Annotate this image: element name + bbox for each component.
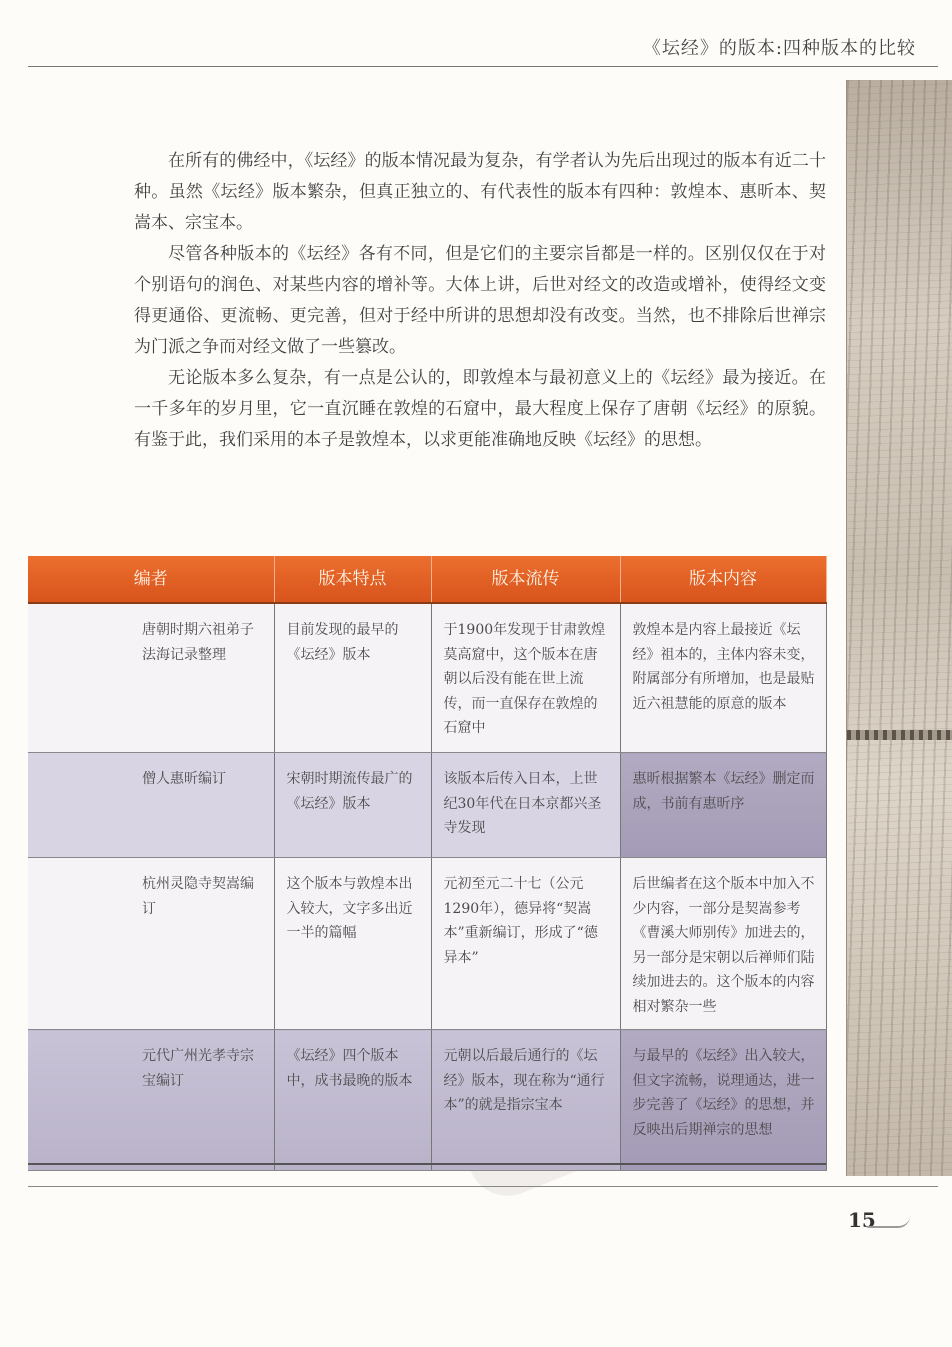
table-cell: 敦煌本是内容上最接近《坛经》祖本的，主体内容未变，附属部分有所增加，也是最贴近六祖慧能的原意的版本	[620, 603, 826, 753]
table-bottom-rule	[28, 1163, 826, 1165]
column-header: 版本内容	[620, 556, 826, 603]
paragraph: 在所有的佛经中，《坛经》的版本情况最为复杂，有学者认为先后出现过的版本有近二十种。虽然《坛经》版本繁杂，但真正独立的、有代表性的版本有四种：敦煌本、惠昕本、契嵩本、宗宝本。	[134, 151, 826, 233]
body-text	[134, 146, 826, 456]
table-cell: 唐朝时期六祖弟子法海记录整理	[28, 603, 274, 753]
version-comparison-table	[28, 556, 827, 1171]
table-row	[28, 1030, 826, 1171]
table-row	[28, 603, 826, 753]
illustration-band	[847, 730, 952, 740]
table-header-row	[28, 556, 826, 603]
table-cell: 于1900年发现于甘肃敦煌莫高窟中，这个版本在唐朝以后没有能在世上流传，而一直保存在敦煌的石窟中	[431, 603, 620, 753]
table-cell: 目前发现的最早的《坛经》版本	[274, 603, 431, 753]
table-row	[28, 753, 826, 858]
page-number: 15	[848, 1208, 876, 1232]
running-header: 《坛经》的版本:四种版本的比较	[642, 38, 916, 59]
table-cell: 与最早的《坛经》出入较大，但文字流畅，说理通达，进一步完善了《坛经》的思想，并反映出后期禅宗的思想	[620, 1030, 826, 1171]
column-header: 编者	[28, 556, 274, 603]
table-cell: 这个版本与敦煌本出入较大，文字多出近一半的篇幅	[274, 858, 431, 1030]
table-cell: 后世编者在这个版本中加入不少内容，一部分是契嵩参考《曹溪大师别传》加进去的，另一部分是宋朝以后禅师们陆续加进去的。这个版本的内容相对繁杂一些	[620, 858, 826, 1030]
table-row	[28, 858, 826, 1030]
header-divider	[28, 66, 938, 67]
side-landscape-illustration	[846, 80, 952, 1176]
table-cell: 宋朝时期流传最广的《坛经》版本	[274, 753, 431, 858]
paragraph: 无论版本多么复杂，有一点是公认的，即敦煌本与最初意义上的《坛经》最为接近。在一千多年的岁月里，它一直沉睡在敦煌的石窟中，最大程度上保存了唐朝《坛经》的原貌。有鉴于此，我们采用的本子是敦煌本，以求更能准确地反映《坛经》的思想。	[134, 368, 826, 450]
table-cell: 元朝以后最后通行的《坛经》版本，现在称为“通行本”的就是指宗宝本	[431, 1030, 620, 1171]
footer-divider	[28, 1186, 938, 1187]
table-cell: 杭州灵隐寺契嵩编订	[28, 858, 274, 1030]
table-cell: 《坛经》四个版本中，成书最晚的版本	[274, 1030, 431, 1171]
paragraph: 尽管各种版本的《坛经》各有不同，但是它们的主要宗旨都是一样的。区别仅仅在于对个别语句的润色、对某些内容的增补等。大体上讲，后世对经文的改造或增补，使得经文变得更通俗、更流畅、更完善，但对于经中所讲的思想却没有改变。当然，也不排除后世禅宗为门派之争而对经文做了一些篡改。	[134, 244, 826, 357]
column-header: 版本特点	[274, 556, 431, 603]
table-cell: 惠昕根据繁本《坛经》删定而成，书前有惠昕序	[620, 753, 826, 858]
table-cell: 元代广州光孝寺宗宝编订	[28, 1030, 274, 1171]
cloud-ornament-icon	[866, 1216, 910, 1228]
table-cell: 该版本后传入日本，上世纪30年代在日本京都兴圣寺发现	[431, 753, 620, 858]
table-cell: 僧人惠昕编订	[28, 753, 274, 858]
table-cell: 元初至元二十七（公元1290年），德异将“契嵩本”重新编订，形成了“德异本”	[431, 858, 620, 1030]
column-header: 版本流传	[431, 556, 620, 603]
